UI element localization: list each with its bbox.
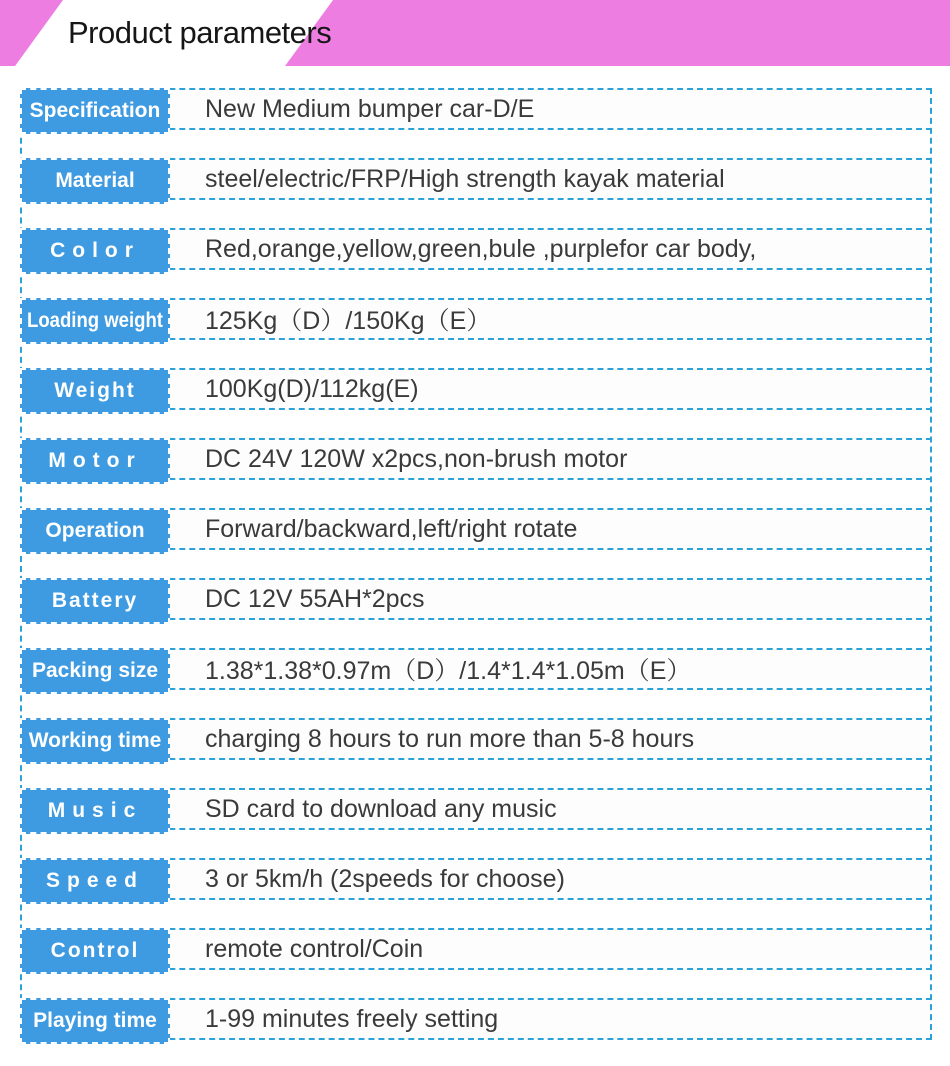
table-row xyxy=(20,718,932,760)
table-row xyxy=(20,88,932,130)
row-value: 100Kg(D)/112kg(E) xyxy=(205,374,419,403)
row-value: 3 or 5km/h (2speeds for choose) xyxy=(205,864,565,893)
table-row xyxy=(20,438,932,480)
row-value: DC 24V 120W x2pcs,non-brush motor xyxy=(205,444,628,473)
row-value: 1-99 minutes freely setting xyxy=(205,1004,499,1033)
row-value: DC 12V 55AH*2pcs xyxy=(205,584,425,613)
row-label-text: Control xyxy=(50,939,140,962)
table-row xyxy=(20,998,932,1040)
row-value: Forward/backward,left/right rotate xyxy=(205,514,578,543)
row-label-text: Music xyxy=(47,799,143,822)
row-label xyxy=(20,998,170,1044)
row-label xyxy=(20,858,170,904)
row-label-text: Motor xyxy=(48,449,142,472)
table-row xyxy=(20,928,932,970)
table-row xyxy=(20,858,932,900)
row-label-text: Playing time xyxy=(33,1009,157,1032)
row-value: 1.38*1.38*0.97m（D）/1.4*1.4*1.05m（E） xyxy=(205,657,692,685)
row-label xyxy=(20,718,170,764)
row-label xyxy=(20,928,170,974)
row-value: Red,orange,yellow,green,bule ,purplefor car body, xyxy=(205,234,757,263)
row-label xyxy=(20,578,170,624)
row-label xyxy=(20,298,170,344)
row-label-text: Operation xyxy=(45,519,145,542)
row-label-text: Loading weight xyxy=(27,309,163,332)
row-label xyxy=(20,88,170,134)
row-value: New Medium bumper car-D/E xyxy=(205,94,535,123)
row-value: steel/electric/FRP/High strength kayak material xyxy=(205,164,725,193)
row-label xyxy=(20,648,170,694)
row-value: 125Kg（D）/150Kg（E） xyxy=(205,307,492,335)
row-label xyxy=(20,158,170,204)
parameters-table xyxy=(20,88,932,1040)
table-row xyxy=(20,228,932,270)
table-row xyxy=(20,158,932,200)
table-row xyxy=(20,788,932,830)
row-label-text: Weight xyxy=(54,379,136,402)
row-label xyxy=(20,438,170,484)
row-label xyxy=(20,508,170,554)
table-row xyxy=(20,578,932,620)
row-value: remote control/Coin xyxy=(205,934,424,963)
table-row xyxy=(20,508,932,550)
row-label xyxy=(20,228,170,274)
row-label xyxy=(20,788,170,834)
table-row xyxy=(20,298,932,340)
row-label-text: Working time xyxy=(28,729,162,752)
banner xyxy=(0,0,950,66)
row-value: charging 8 hours to run more than 5-8 hours xyxy=(205,724,695,753)
row-label-text: Packing size xyxy=(31,659,159,682)
row-label xyxy=(20,368,170,414)
table-row xyxy=(20,368,932,410)
row-label-text: Speed xyxy=(45,869,145,892)
table-row xyxy=(20,648,932,690)
row-label-text: Specification xyxy=(29,99,161,122)
page-title: Product parameters xyxy=(68,15,332,50)
row-value: SD card to download any music xyxy=(205,794,557,823)
row-label-text: Material xyxy=(55,169,135,192)
row-label-text: Battery xyxy=(51,589,139,612)
row-label-text: Color xyxy=(50,239,140,262)
